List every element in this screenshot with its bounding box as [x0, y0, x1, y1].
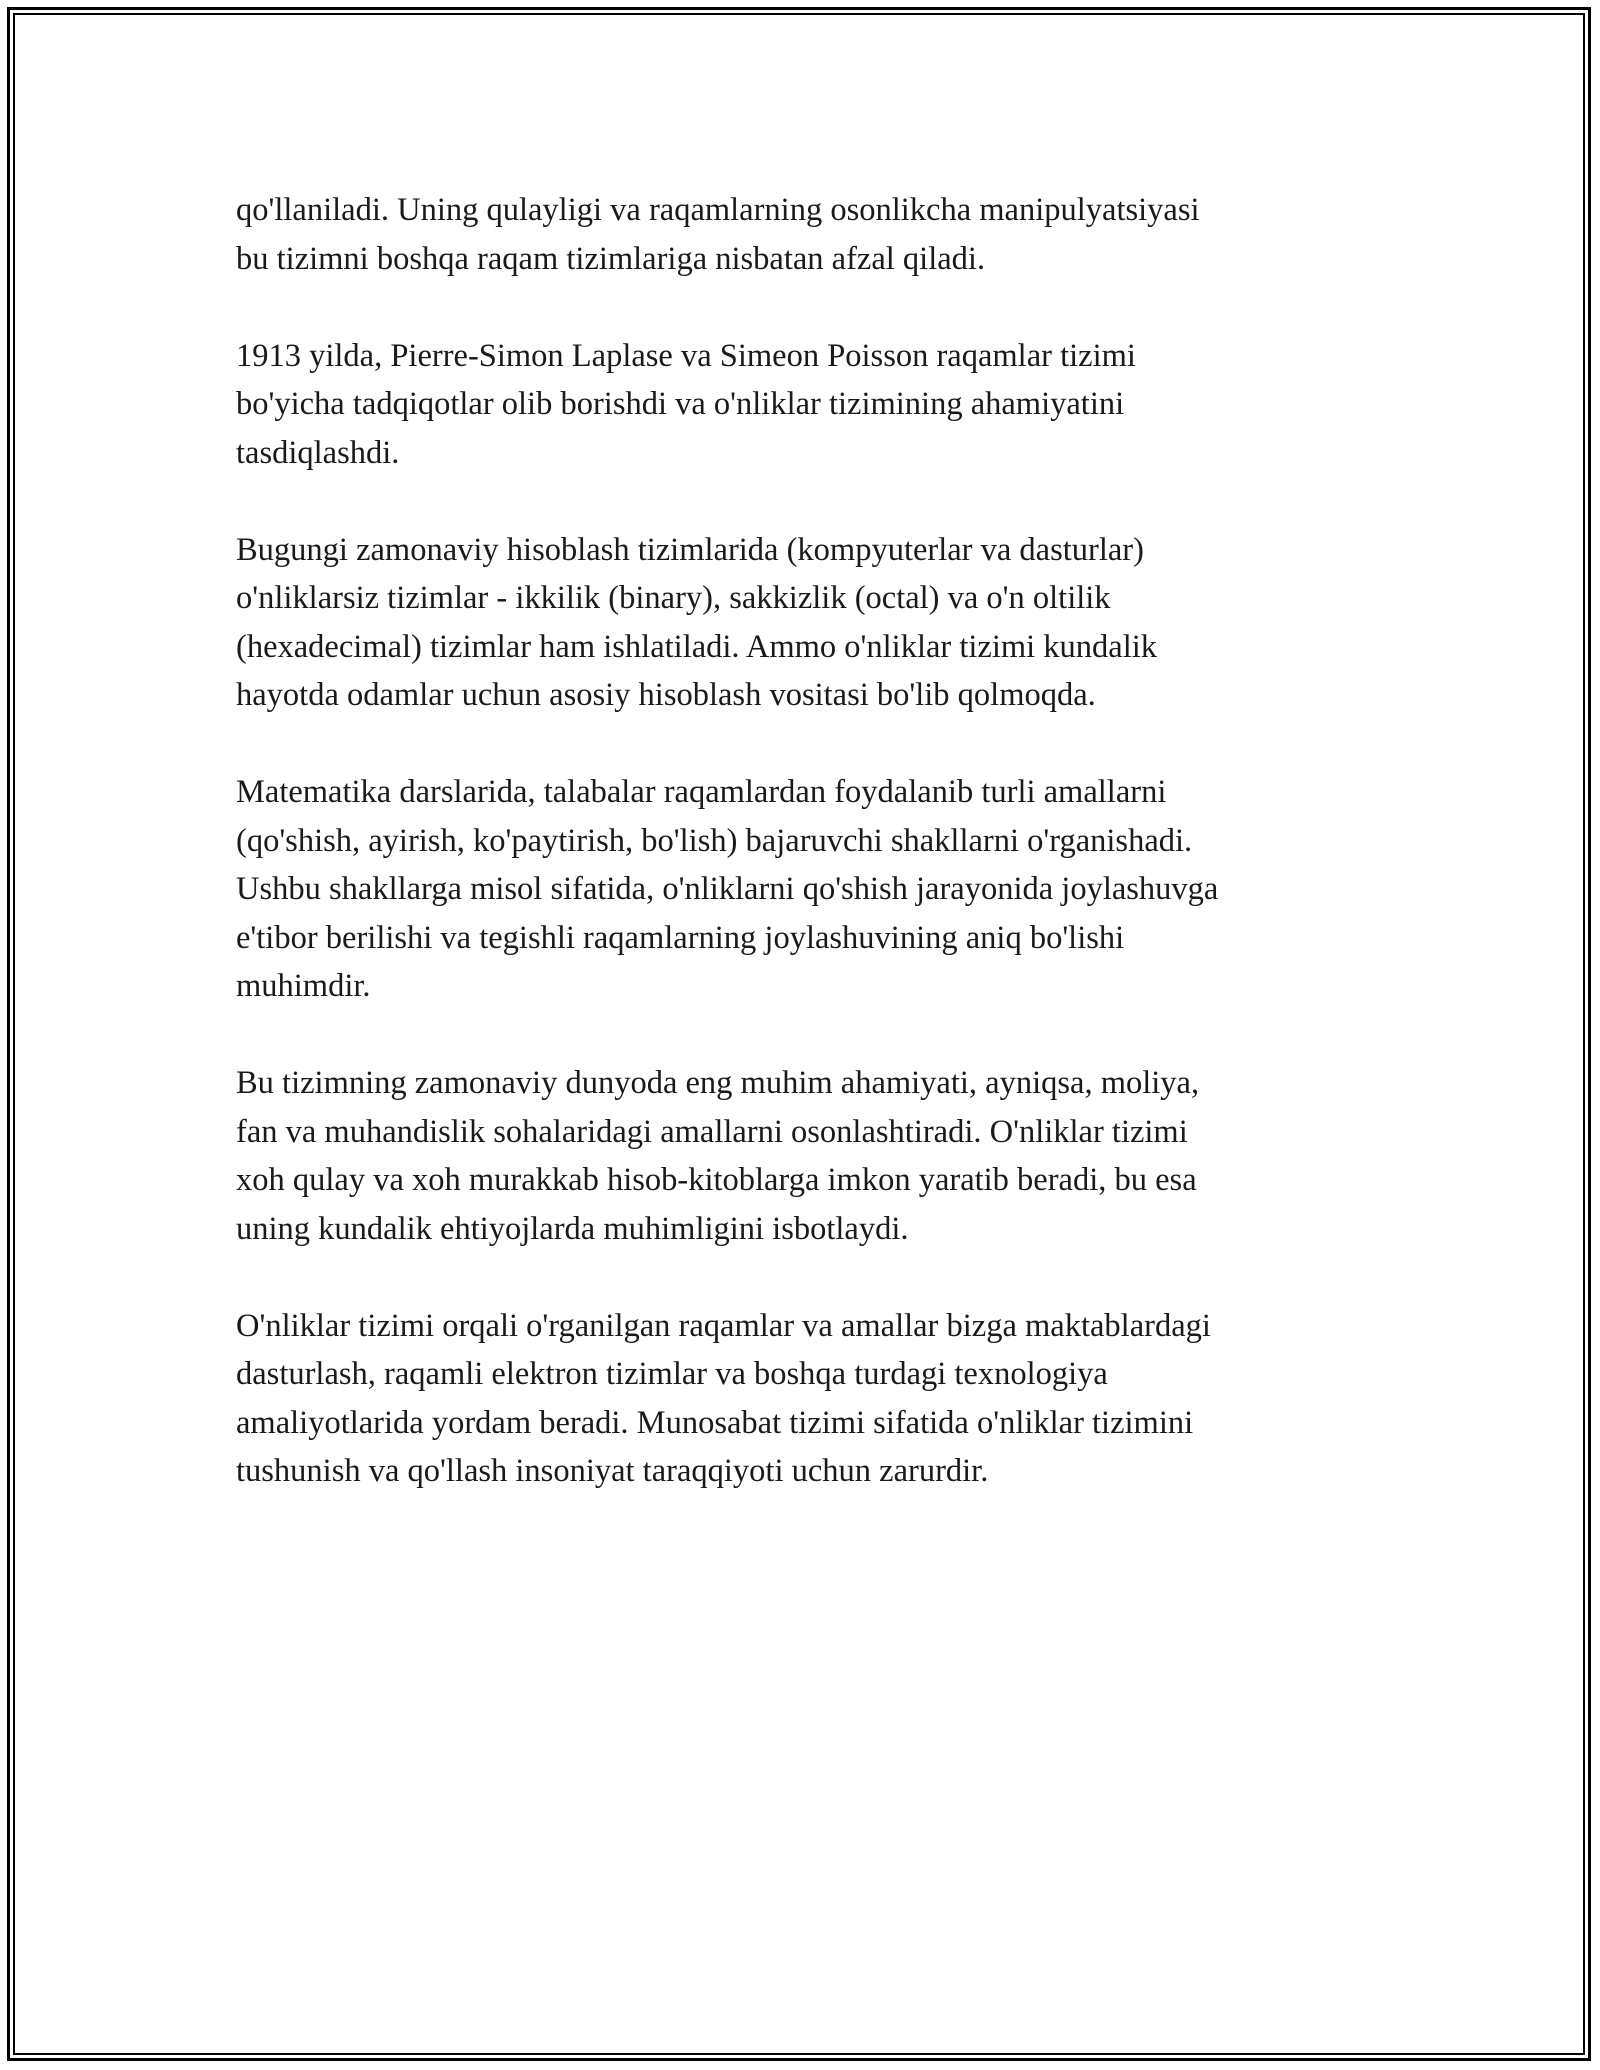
paragraph-2: 1913 yilda, Pierre-Simon Laplase va Simeon Poisson raqamlar tizimi bo'yicha tadqiqotlar olib borishdi va o'nliklar tizimining ahamiyatini tasdiqlashdi.	[236, 337, 1136, 471]
paragraph-5: Bu tizimning zamonaviy dunyoda eng muhim ahamiyati, ayniqsa, moliya, fan va muhandislik sohalaridagi amallarni osonlashtiradi. O'nliklar tizimi xoh qulay va xoh murakkab hisob-kitoblarga imkon yaratib beradi, bu esa uning kundalik ehtiyojlarda muhimligini isbotlaydi.	[236, 1065, 1200, 1247]
document-body	[236, 186, 1366, 1544]
paragraph-3: Bugungi zamonaviy hisoblash tizimlarida (kompyuterlar va dasturlar) o'nliklarsiz tizimlar - ikkilik (binary), sakkizlik (octal) va o'n oltilik (hexadecimal) tizimlar ham ishlatiladi. Ammo o'nliklar tizimi kundalik hayotda odamlar uchun asosiy hisoblash vositasi bo'lib qolmoqda.	[236, 531, 1158, 713]
paragraph-4: Matematika darslarida, talabalar raqamlardan foydalanib turli amallarni (qo'shish, ayirish, ko'paytirish, bo'lish) bajaruvchi shakllarni o'rganishadi. Ushbu shakllarga misol sifatida, o'nliklarni qo'shish jarayonida joylashuvga e'tibor berilishi va tegishli raqamlarning joylashuvining aniq bo'lishi muhimdir.	[236, 774, 1219, 1004]
paragraph-1: qo'llaniladi. Uning qulayligi va raqamlarning osonlikcha manipulyatsiyasi bu tizimni boshqa raqam tizimlariga nisbatan afzal qiladi.	[236, 192, 1200, 277]
paragraph-6: O'nliklar tizimi orqali o'rganilgan raqamlar va amallar bizga maktablardagi dasturlash, raqamli elektron tizimlar va boshqa turdagi texnologiya amaliyotlarida yordam beradi. Munosabat tizimi sifatida o'nliklar tizimini tushunish va qo'llash insoniyat taraqqiyoti uchun zarurdir.	[236, 1307, 1211, 1489]
